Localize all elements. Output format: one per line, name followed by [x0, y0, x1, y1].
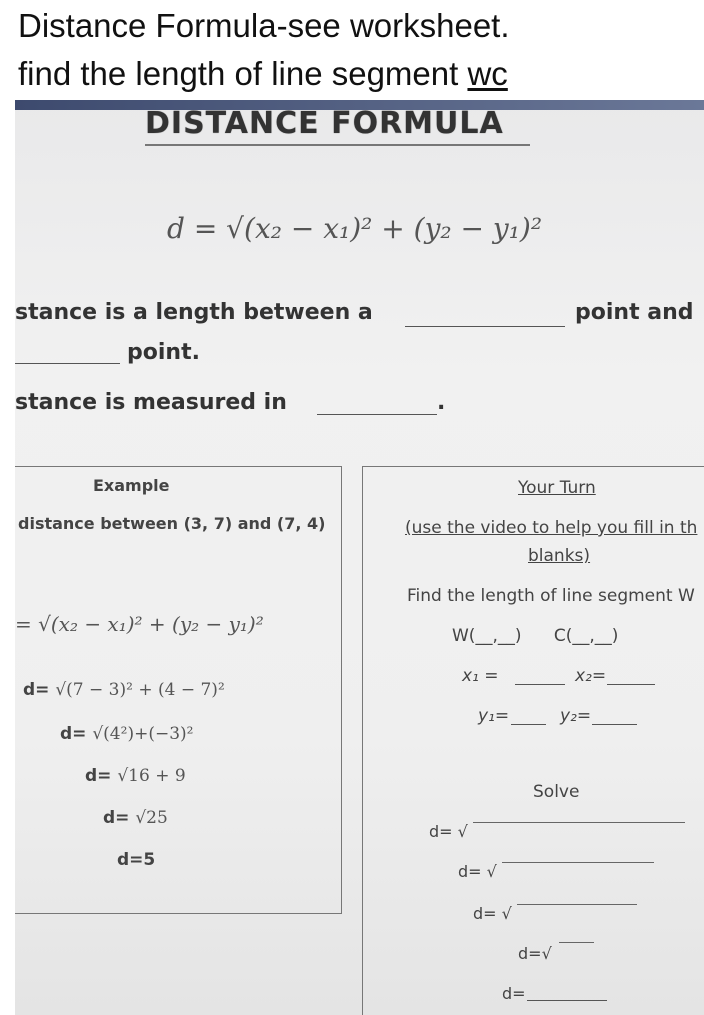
your-turn-find: Find the length of line segment W [407, 586, 695, 606]
step-expression: √25 [135, 808, 168, 828]
step-label: d= [60, 724, 87, 744]
example-step-2 [60, 724, 193, 744]
step-expression: √(7 − 3)² + (4 − 7)² [55, 680, 225, 700]
y1-blank [511, 724, 546, 725]
question-line-2-text: find the length of line segment [18, 55, 468, 92]
x2-blank [607, 684, 655, 685]
example-step-3 [85, 766, 186, 786]
distance-formula: d = √(x₂ − x₁)² + (y₂ − y₁)² [167, 212, 543, 245]
example-formula: = √(x₂ − x₁)² + (y₂ − y₁)² [15, 612, 264, 636]
y2-blank [592, 724, 637, 725]
solve-row-4: d=√ [518, 944, 552, 963]
your-turn-instruction-1: (use the video to help you fill in th [405, 518, 698, 538]
segment-name: wc [467, 55, 508, 92]
fill-sentence-1c: point. [127, 340, 200, 365]
fill-sentence-2a: stance is measured in [15, 390, 287, 415]
solve-row-4-bar [559, 942, 594, 943]
question-line-2 [18, 54, 508, 94]
blank-1 [405, 326, 565, 327]
step-answer: d=5 [117, 850, 156, 870]
solve-row-2: d= √ [458, 862, 497, 881]
final-answer-blank [527, 1000, 607, 1001]
your-turn-points: W(__,__) C(__,__) [452, 626, 619, 646]
step-expression: √16 + 9 [117, 766, 186, 786]
question-header [0, 0, 704, 100]
x2-label: x₂= [575, 666, 607, 686]
example-step-5 [117, 850, 155, 870]
worksheet-photo [15, 100, 704, 1015]
fill-sentence-2b: . [437, 390, 446, 415]
solve-row-1-bar [473, 822, 685, 823]
fill-sentence-1b: point and [575, 300, 694, 325]
y2-label: y₂= [560, 706, 592, 726]
example-heading: Example [93, 476, 170, 495]
y1-label: y₁= [478, 706, 510, 726]
fill-sentence-1a: stance is a length between a [15, 300, 373, 325]
x1-blank [515, 684, 565, 685]
solve-row-5: d= [502, 984, 526, 1003]
solve-row-1: d= √ [429, 822, 468, 841]
x1-label: x₁ = [462, 666, 499, 686]
step-expression: √(4²)+(−3)² [92, 724, 194, 744]
step-label: d= [103, 808, 130, 828]
step-label: d= [85, 766, 112, 786]
solve-row-2-bar [502, 862, 654, 863]
example-subheading: distance between (3, 7) and (7, 4) [18, 514, 326, 533]
title-underline [145, 144, 530, 146]
example-step-4 [103, 808, 168, 828]
solve-label: Solve [533, 782, 580, 802]
your-turn-heading: Your Turn [518, 478, 596, 498]
worksheet-title: DISTANCE FORMULA [145, 106, 504, 141]
blank-2 [15, 363, 120, 364]
solve-row-3-bar [517, 904, 637, 905]
example-step-1 [23, 680, 225, 700]
question-line-1: Distance Formula-see worksheet. [18, 7, 510, 44]
solve-row-3: d= √ [473, 904, 512, 923]
blank-3 [317, 414, 437, 415]
step-label: d= [23, 680, 50, 700]
your-turn-instruction-2: blanks) [528, 546, 591, 566]
